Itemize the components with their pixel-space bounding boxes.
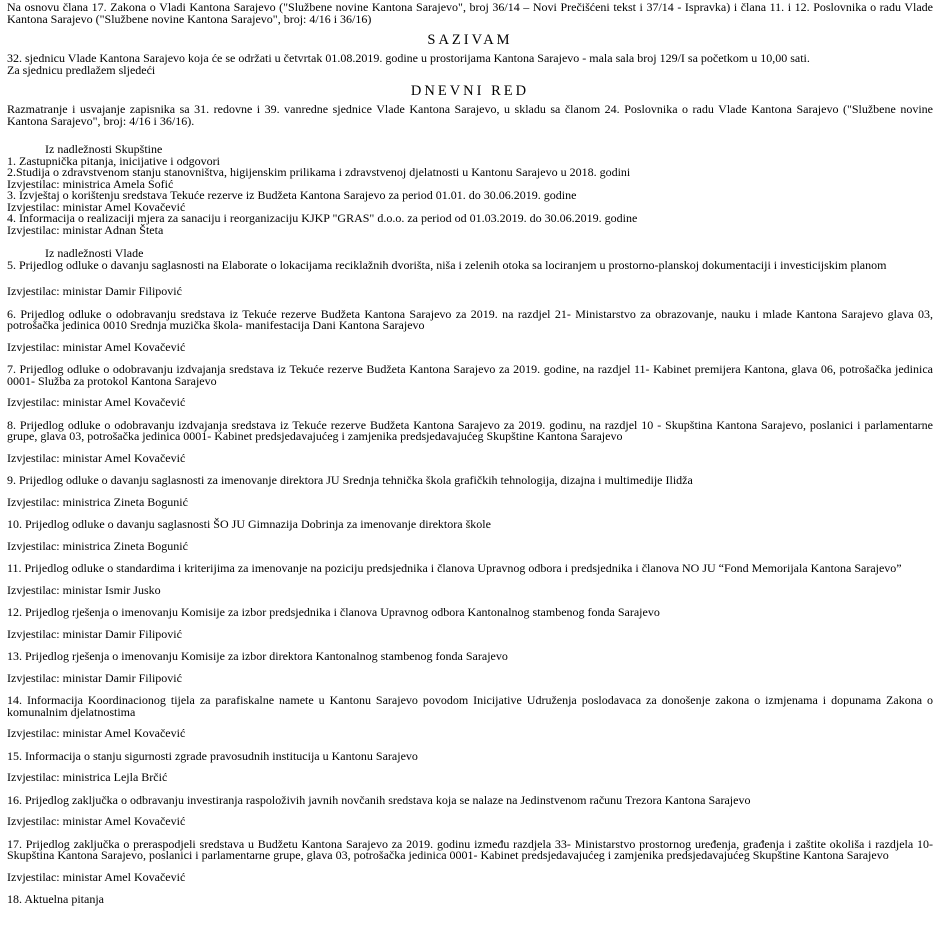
agenda-item-text: 6. Prijedlog odluke o odobravanju sredstava iz Tekuće rezerve Budžeta Kantona Sarajevo za 2019. na razdjel 21- Ministarstvo za obrazovanje, nauku i mlade Kantona Sarajevo glava 03, potrošačka jedinica 0010 Srednja muzička škola- manifestacija Dani Kantona Sarajevo [7, 306, 933, 332]
agenda-item-reporter: Izvjestilac: ministar Amel Kovačević [7, 339, 186, 354]
list-item: Izvjestilac: ministar Amel Kovačević [7, 199, 186, 214]
agenda-item-reporter: Izvjestilac: ministar Amel Kovačević [7, 450, 186, 465]
agenda-item-reporter: Izvjestilac: ministar Damir Filipović [7, 626, 182, 641]
list-item: 3. Izvještaj o korištenju sredstava Tekuće rezerve iz Budžeta Kantona Sarajevo za period 01.01. do 30.06.2019. godine [7, 188, 577, 202]
agenda-item-text: 12. Prijedlog rješenja o imenovanju Komisije za izbor predsjednika i članova Upravnog odbora Kantonalnog stambenog fonda Sarajevo [7, 605, 660, 619]
agenda-item [7, 607, 933, 640]
session-line: 32. sjednicu Vlade Kantona Sarajevo koja će se održati u četvrtak 01.08.2019. godine u prostorijama Kantona Sarajevo - mala sala broj 129/I sa početkom u 10,00 sati. [7, 51, 810, 65]
agenda-item-text: 16. Prijedlog zaključka o odbravanju investiranja raspoloživih javnih novčanih sredstava koja se nalaze na Jedinstvenom računu Trezora Kantona Sarajevo [7, 792, 751, 807]
agenda-item-text: 10. Prijedlog odluke o davanju saglasnosti ŠO JU Gimnazija Dobrinja za imenovanje direktora škole [7, 517, 491, 531]
agenda-item-text: 13. Prijedlog rješenja o imenovanju Komisije za izbor direktora Kantonalnog stambenog fonda Sarajevo [7, 649, 508, 663]
section-vlade-heading: Iz nadležnosti Vlade [45, 246, 144, 260]
agenda-item-text: 14. Informacija Koordinacionog tijela za parafiskalne namete u Kantonu Sarajevo povodom Inicijative Udruženja poslodavaca za donošenje zakona o izmjenama i dopunama Zakona o komunalnim djelatnostima [7, 693, 933, 719]
list-item: 2.Studija o zdravstvenom stanju stanovništva, higijenskim prilikama i zdravstvenoj djelatnosti u Kantonu Sarajevo u 2018. godini [7, 165, 631, 179]
section-skupstina-heading: Iz nadležnosti Skupštine [45, 142, 163, 156]
agenda-item-reporter: Izvjestilac: ministar Amel Kovačević [7, 869, 186, 884]
agenda-item-reporter: Izvjestilac: ministar Amel Kovačević [7, 814, 186, 828]
preamble-paragraph: Razmatranje i usvajanje zapisnika sa 31. redovne i 39. vanredne sjednice Vlade Kantona Sarajevo, u skladu sa članom 24. Poslovnika o radu Vlade Kantona Sarajevo ("Službene novine Kantona Sarajevo", broj: 4/16 i 36/16). [7, 102, 933, 128]
proposal-line: Za sjednicu predlažem sljedeći [7, 62, 156, 77]
agenda-item [7, 475, 933, 508]
agenda-item [7, 651, 933, 684]
agenda-item-reporter: Izvjestilac: ministrica Zineta Bogunić [7, 494, 188, 509]
agenda-item-reporter: Izvjestilac: ministar Ismir Jusko [7, 582, 161, 597]
agenda-item-reporter: Izvjestilac: ministar Damir Filipović [7, 284, 182, 298]
agenda-item [7, 748, 933, 784]
agenda-item [7, 563, 933, 596]
agenda-item [7, 257, 933, 298]
intro-paragraph: Na osnovu člana 17. Zakona o Vladi Kantona Sarajevo ("Službene novine Kantona Sarajevo", broj 36/14 – Novi Prečišćeni tekst i 37/14 - Ispravka) i člana 11. i 12. Poslovnika o radu Vlade Kantona Sarajevo ("Službene novine Kantona Sarajevo", broj: 4/16 i 36/16) [7, 0, 933, 26]
agenda-item-text: 15. Informacija o stanju sigurnosti zgrade pravosudnih institucija u Kantonu Sarajevo [7, 748, 418, 763]
list-item: Izvjestilac: ministar Adnan Šteta [7, 222, 164, 237]
agenda-item [7, 792, 933, 828]
agenda-item-text: 8. Prijedlog odluke o odobravanju izdvajanja sredstava iz Tekuće rezerve Budžeta Kantona Sarajevo za 2019. godinu, na razdjel 10 - Skupština Kantona Sarajevo, poslanici i parlamentarne grupe, glava 03, potrošačka jedinica 0001- Kabinet predsjedavajućeg i zamjenika predsjedavajućeg Skupštine Kantona Sarajevo [7, 417, 933, 443]
list-item: 1. Zastupnička pitanja, inicijative i odgovori [7, 153, 220, 168]
list-item: Izvjestilac: ministrica Amela Sofić [7, 176, 174, 191]
agenda-item-reporter: Izvjestilac: ministar Amel Kovačević [7, 726, 186, 740]
agenda-item-text: 18. Aktuelna pitanja [7, 892, 104, 906]
agenda-item-reporter: Izvjestilac: ministar Amel Kovačević [7, 395, 186, 409]
sazivam-heading: SAZIVAM [427, 32, 513, 48]
agenda-item [7, 364, 933, 409]
agenda-item-text: 5. Prijedlog odluke o davanju saglasnosti na Elaborate o lokacijama reciklažnih dvorišta, niša i zelenih otoka sa lociranjem u prostorno-planskoj dokumentaciji i investicijskim planom [7, 257, 887, 272]
skupstina-list [7, 153, 933, 237]
agenda-item [7, 695, 933, 740]
agenda-item-text: 17. Prijedlog zaključka o preraspodjeli sredstava u Budžetu Kantona Sarajevo za 2019. godinu između razdjela 33- Ministarstvo prostornog uređenja, građenja i zaštite okoliša i razdjela 10- Skupština Kantona Sarajevo, poslanici i parlamentarne grupe, glava 03, potrošačka jedinica 0001- Kabinet predsjedavajućeg i zamjenika predsjedavajućeg Skupštine Kantona Sarajevo [7, 836, 933, 862]
agenda-item-reporter: Izvjestilac: ministar Damir Filipović [7, 670, 182, 685]
agenda-item [7, 519, 933, 552]
agenda-item [7, 417, 933, 465]
agenda-item [7, 836, 933, 884]
list-item: 4. Informacija o realizaciji mjera za sanaciju i reorganizaciju KJKP "GRAS" d.o.o. za period od 01.03.2019. do 30.06.2019. godine [7, 211, 638, 225]
agenda-item-text: 11. Prijedlog odluke o standardima i kriterijima za imenovanje na poziciju predsjednika i članova Upravnog odbora i predsjednika i članova NO JU “Fond Memorijala Kantona Sarajevo” [7, 561, 902, 575]
agenda-item-reporter: Izvjestilac: ministrica Zineta Bogunić [7, 538, 188, 553]
agenda-item [7, 894, 933, 906]
dnevni-red-heading: DNEVNI RED [410, 83, 530, 99]
agenda-item-text: 9. Prijedlog odluke o davanju saglasnosti za imenovanje direktora JU Srednja tehnička škola grafičkih tehnologija, dizajna i multimedije Ilidža [7, 473, 693, 487]
agenda-item [7, 306, 933, 354]
vlade-list [7, 257, 933, 906]
agenda-item-text: 7. Prijedlog odluke o odobravanju izdvajanja sredstava iz Tekuće rezerve Budžeta Kantona Sarajevo za 2019. godine, na razdjel 11- Kabinet premijera Kantona, glava 06, potrošačka jedinica 0001- Služba za protokol Kantona Sarajevo [7, 362, 933, 388]
agenda-item-reporter: Izvjestilac: ministrica Lejla Brčić [7, 770, 168, 784]
